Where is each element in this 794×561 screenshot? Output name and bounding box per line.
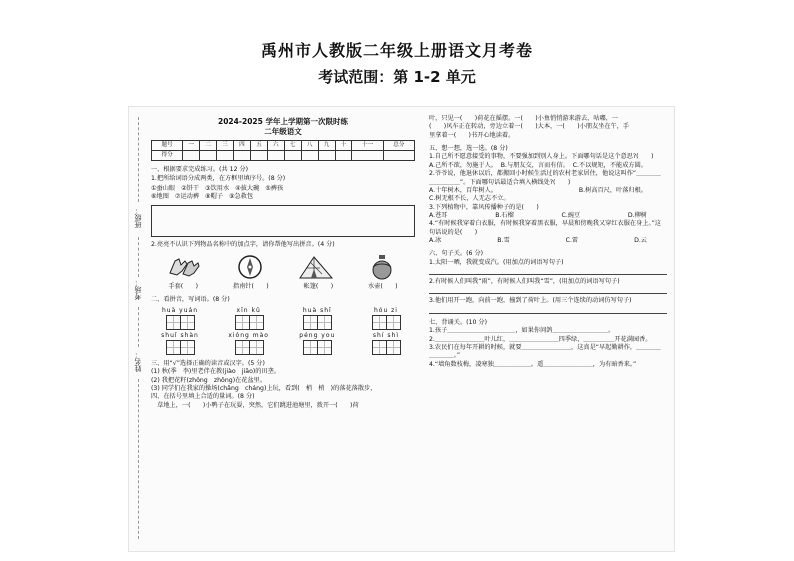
question-3-2: (2) 我把花籽(zhǒng zhōng)在花盆里。 [151,376,267,384]
binding-margin [129,107,149,551]
question-5-2: 2.爷爷说，他退休以后，都搬回小时候生活过的农村老家居住，他说这叫作“＿＿＿＿＿＿＿＿＿”。下面哪句话最适合填入横线处?( ) [429,170,661,186]
exam-room-label: 考场： [134,279,142,300]
question-7-1: 1.孩子＿＿＿＿＿＿＿＿＿＿＿，如果你问鸽＿＿＿＿＿＿＿＿＿。 [429,327,615,335]
pinyin-item [288,332,346,355]
option[interactable]: B.石榴 [495,211,514,219]
left-page [151,117,415,410]
dashed-line [138,307,139,347]
option[interactable]: A.苍耳 [429,211,448,219]
option[interactable]: A.己所不欲，勿施于人。 [429,161,497,169]
class-label: 班级： [134,207,142,228]
pinyin-text: hóu zi [373,306,398,314]
pinyin-item [357,307,415,330]
section-2-title: 二、看拼音，写词语。(8 分) [151,296,230,304]
gloves-icon [164,253,204,281]
name-label: 姓名： [134,351,142,372]
writing-cell[interactable] [372,340,387,355]
question-1: 1.把所给词语分成两类，在方框里填序号。(8 分) [151,174,286,182]
question-6-3: 3.他们用开一跑，向前一跑，撞到了荷叶上。(用三个连续的动词仿写句子) [429,297,632,305]
pinyin-item [151,307,209,330]
writing-cell[interactable] [303,315,318,330]
pinyin-text: péng you [299,331,336,339]
score-header-cell: 八 [301,141,318,151]
option[interactable]: B.雪 [497,237,510,245]
score-cell [318,151,335,161]
question-6-2: 2.有时候人们叫我“雨”，有时候人们叫我“雪”，(用加点的词语写句子) [429,278,620,286]
score-row-label: 得分 [152,151,183,161]
pinyin-text: huà yuán [161,306,199,314]
pinyin-text: shuǐ shàn [161,331,199,339]
option[interactable]: C.豌豆 [561,211,581,219]
section-6-title: 六、句子关。(6 分) [429,250,484,258]
word-item: ③饮用水 [205,184,230,192]
option[interactable]: A.冰 [429,237,442,245]
gloves-label: 手套( ) [168,283,199,291]
word-item: ①蚕山眼 [151,184,176,192]
question-3-1: (1) 秋(季 李)里老伴在教(jiào jiāo)的田垄。 [151,368,281,376]
score-header-cell: 题号 [152,141,183,151]
compass-label: 指南针( ) [232,283,269,291]
option[interactable]: C.雷 [565,237,579,245]
answer-line[interactable] [429,267,667,275]
question-6-1: 1.太阳一晒，我就变成汽。(用加点的词语写句子) [429,258,564,266]
score-cell [267,151,284,161]
options [429,187,667,195]
pinyin-row [151,332,415,355]
compass-icon [230,253,270,281]
dashed-line [138,379,139,539]
score-header-cell: 七 [284,141,301,151]
pinyin-item [288,307,346,330]
pinyin-item [151,332,209,355]
word-list-b [151,193,415,201]
score-header-cell: 五 [250,141,267,151]
pinyin-text: huà shī [302,306,332,314]
option[interactable]: B.与朋友交，言而有信。 [500,161,569,169]
writing-cell[interactable] [386,315,401,330]
word-item: ②饼干 [181,184,200,192]
answer-line[interactable] [429,306,667,314]
score-cell [200,151,217,161]
pinyin-text: xīn kǔ [236,306,261,314]
word-item: ⑦运动裤 [174,193,200,201]
writing-cell[interactable] [166,340,181,355]
score-header-cell: 一 [183,141,200,151]
score-cell [250,151,267,161]
answer-line[interactable] [429,286,667,294]
word-item: ④拔大碗 [235,184,260,192]
question-4-text: 草地上，一( )小鸭子在玩耍，突然，它们跳进池塘里，拨开一( )荷 [151,401,359,409]
option[interactable]: D.云 [634,237,647,245]
picture-labels [151,283,415,291]
writing-cell[interactable] [249,315,264,330]
writing-cell[interactable] [235,315,250,330]
page-subtitle: 考试范围：第 1-2 单元 [318,68,476,86]
section-4-title: 四、在括号里填上合适的量词。(8 分) [151,393,255,401]
writing-cell[interactable] [235,340,250,355]
question-7-2: 2.＿＿＿＿＿＿＿＿叶儿红，＿＿＿＿＿＿＿＿四季绿，＿＿＿＿＿开花满园香。 [429,335,652,343]
writing-cell[interactable] [372,315,387,330]
writing-cell[interactable] [386,340,401,355]
page-title: 禹州市人教版二年级上册语文月考卷 [260,41,533,60]
score-cell [301,151,318,161]
paper-heading: 2024-2025 学年上学期第一次限时练 [218,117,348,126]
option[interactable]: C.树无根不长，人无志不立。 [429,195,510,203]
score-cell [217,151,234,161]
score-header-cell: 三 [217,141,234,151]
dashed-line [138,237,139,277]
score-table [151,140,415,161]
section-7-title: 七、背诵关。(10 分) [429,318,487,326]
score-header-cell: 九 [318,141,335,151]
question-2: 2.亮亮不认识下列物品名称中的加点字，请你帮他写出拼音。(4 分) [151,240,335,248]
answer-box[interactable] [151,205,415,237]
option[interactable]: C.不以规矩，不能成方圆。 [572,161,647,169]
pinyin-item [220,332,278,355]
item-pictures [151,253,415,281]
option[interactable]: A.十年树木，百年树人。 [429,186,497,194]
right-page [429,115,667,369]
pinyin-item [357,332,415,355]
writing-cell[interactable] [180,315,195,330]
word-item: ⑤裤孩 [265,184,284,192]
score-header-cell: 总分 [383,141,414,151]
writing-cell[interactable] [166,315,181,330]
dashed-line [138,117,139,202]
option[interactable]: D.柳树 [627,211,647,219]
pinyin-text: shí shì [372,331,400,339]
score-header-cell: 十 [335,141,352,151]
score-header-cell: 四 [234,141,251,151]
score-cell [183,151,200,161]
writing-cell[interactable] [317,340,332,355]
tent-label: 帐篷( ) [303,283,334,291]
water-bottle-icon [362,253,402,281]
question-4-cont: 叶，只见一( )荷花在摇摆。一( )小鱼悄悄游来游去，咕嘟，一 [429,115,619,122]
water-bottle-label: 水壶( ) [367,283,398,291]
word-item: ⑨急救包 [228,193,254,201]
pinyin-text: xióng mào [228,331,269,339]
section-3-title: 三、用“√”选择正确的读音或汉字。(5 分) [151,359,265,367]
exam-paper-scan [128,106,675,552]
question-4-cont: ( )风车正在转动，旁边立着一( )大本，一( )小朋友坐在午，手 [429,123,630,131]
options [429,162,667,170]
question-5-3: 3.下列植物中，靠风传播种子的是( ) [429,203,539,211]
writing-cell[interactable] [317,315,332,330]
option[interactable]: B.树高百尺，叶落归根。 [578,186,647,194]
score-header-cell: 六 [267,141,284,151]
question-3-3: (3) 同学们在我家的操场(chǎng cháng)上玩，看到( 梢 梢 )的落花落散步， [151,385,377,393]
options [429,237,667,245]
pinyin-row [151,307,415,330]
tent-icon [296,253,336,281]
writing-cell[interactable] [303,340,318,355]
question-7-3: 3.农民们在每年开耕的时候，就要＿＿＿＿＿＿＿＿，这真是“早起勤耕作，＿＿＿＿＿＿＿＿。” [429,343,661,360]
score-cell [383,151,414,161]
score-header-cell: 十一 [352,141,383,151]
question-5-1: 1.自己所不愿意接受的事物，不要强加到别人身上。下面哪句话是这个意思?( ) [429,153,654,161]
section-5-title: 五、想一想，选一选。(8 分) [429,145,508,153]
word-item: ⑧帽子 [205,193,223,201]
writing-cell[interactable] [249,340,264,355]
score-header-cell: 二 [200,141,217,151]
question-7-4: 4.“墙角数枝梅，凌寒独＿＿＿＿＿＿。遥＿＿＿＿＿＿＿＿，为有暗香来。” [429,360,637,368]
question-5-4: 4.“有时候我穿着白衣服，有时候我穿着黑衣服，早晨和傍晚我又穿红衣服在身上。”这句话说的是( ) [429,220,661,236]
score-cell [284,151,301,161]
score-cell [352,151,383,161]
score-cell [234,151,251,161]
score-cell [335,151,352,161]
writing-cell[interactable] [180,340,195,355]
pinyin-item [220,307,278,330]
word-item: ⑥地图 [151,193,169,201]
question-4-cont: 里拿着一( )书开心地读着。 [429,131,515,139]
section-1-title: 一、根据要求完成练习。(共 12 分) [151,166,249,174]
paper-subheading: 二年级语文 [264,127,302,137]
